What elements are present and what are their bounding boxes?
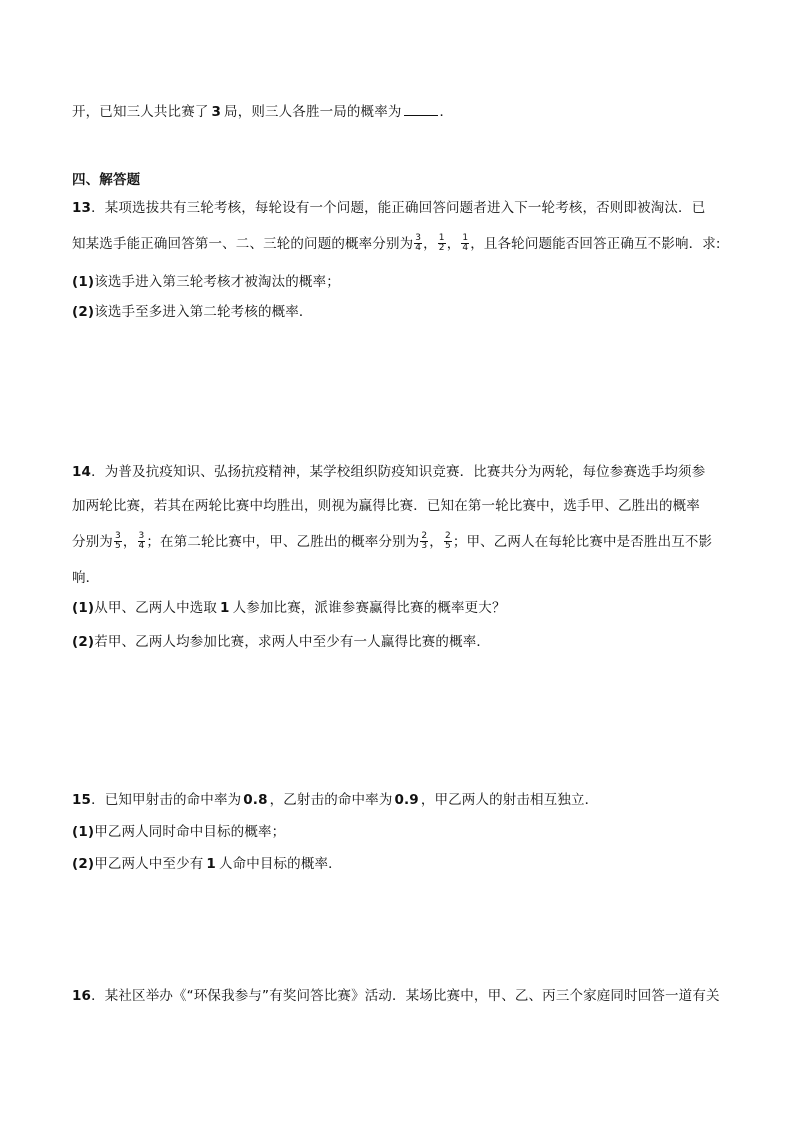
question-text: ．某项选拔共有三轮考核，每轮设有一个问题，能正确回答问题者进入下一轮考核，否则即被淘汰．已: [91, 200, 706, 216]
sub-question-tag: (2): [72, 856, 95, 872]
q12-text: 局，则三人各胜一局的概率为: [224, 104, 402, 120]
inline-number: 0.8: [243, 792, 268, 808]
fraction: $\frac{3}{5}$: [114, 530, 121, 551]
fraction: $\frac{1}{2}$: [438, 232, 445, 253]
question-text: ；在第二轮比赛中，甲、乙胜出的概率分别为: [146, 534, 420, 550]
sub-question-tag: (2): [72, 304, 95, 320]
q14-line-3: 分别为 $\frac{3}{5}$ ， $\frac{3}{4}$ ；在第二轮比赛中，甲、乙胜出的概率分别为 $\frac{2}{3}$ ， $\frac{2}{5}$ ；甲、乙两人在每轮比赛中是否胜出互不影: [72, 530, 713, 551]
question-text: 知某选手能正确回答第一、二、三轮的问题的概率分别为: [72, 236, 414, 252]
q14-sub-2: [72, 632, 732, 652]
question-text: 分别为: [72, 534, 113, 550]
inline-number: 1: [206, 856, 216, 872]
question-text: 响．: [72, 570, 100, 586]
question-text: 加两轮比赛，若其在两轮比赛中均胜出，则视为赢得比赛．已知在第一轮比赛中，选手甲、乙胜出的概率: [72, 498, 700, 514]
inline-number: 0.9: [394, 792, 419, 808]
q13-sub-2: [72, 302, 732, 322]
question-text: ，甲乙两人的射击相互独立．: [420, 792, 599, 808]
question-text: ．已知甲射击的命中率为: [91, 792, 242, 808]
sub-question-text: 该选手进入第三轮考核才被淘汰的概率；: [94, 274, 340, 290]
sub-question-tag: (1): [72, 824, 95, 840]
q13-sub-1: [72, 272, 732, 292]
sub-question-text: 该选手至多进入第二轮考核的概率．: [94, 304, 313, 320]
fraction: $\frac{2}{3}$: [421, 530, 428, 551]
inline-number: 1: [220, 600, 230, 616]
sub-question-tag: (1): [72, 600, 95, 616]
question-text: ，乙射击的命中率为: [269, 792, 393, 808]
answer-blank: [404, 102, 438, 116]
fraction: $\frac{3}{4}$: [415, 232, 422, 253]
sub-question-text: 甲乙两人中至少有: [94, 856, 204, 872]
q14-line-2: [72, 496, 732, 516]
fraction: $\frac{1}{4}$: [462, 232, 469, 253]
sub-question-text: 人命中目标的概率．: [218, 856, 342, 872]
sub-question-text: 人参加比赛，派谁参赛赢得比赛的概率更大？: [232, 600, 506, 616]
question-text: ，且各轮问题能否回答正确互不影响．求:: [470, 236, 721, 252]
fraction: $\frac{2}{5}$: [444, 530, 451, 551]
question-number: 13: [72, 200, 92, 216]
q14-line-1: [72, 462, 732, 482]
q15-line-1: [72, 790, 732, 810]
q14-sub-1: [72, 598, 732, 618]
q14-line-4: [72, 568, 732, 588]
question-text: ．为普及抗疫知识、弘扬抗疫精神，某学校组织防疫知识竞赛．比赛共分为两轮，每位参赛选手均须参: [91, 464, 706, 480]
q16-line-1: [72, 986, 732, 1006]
sub-question-text: 甲乙两人同时命中目标的概率；: [94, 824, 286, 840]
question-text: ；甲、乙两人在每轮比赛中是否胜出互不影: [452, 534, 713, 550]
sub-question-tag: (1): [72, 274, 95, 290]
question-number: 14: [72, 464, 92, 480]
q12-number: 3: [211, 104, 222, 120]
question-number: 16: [72, 988, 92, 1004]
section-title: 四、解答题: [72, 172, 141, 188]
question-text: ．某社区举办《“环保我参与”有奖问答比赛》活动．某场比赛中，甲、乙、丙三个家庭同时回答一道有关: [91, 988, 720, 1004]
q13-line-2: 知某选手能正确回答第一、二、三轮的问题的概率分别为 $\frac{3}{4}$ ， $\frac{1}{2}$ ， $\frac{1}{4}$ ，且各轮问题能否回答正确互不影响．求:: [72, 232, 721, 253]
q15-sub-2: [72, 854, 732, 874]
q12-tail-line: [72, 102, 732, 122]
q12-text: 开，已知三人共比赛了: [72, 104, 209, 120]
sub-question-tag: (2): [72, 634, 95, 650]
fraction: $\frac{3}{4}$: [138, 530, 145, 551]
sub-question-text: 若甲、乙两人均参加比赛，求两人中至少有一人赢得比赛的概率．: [94, 634, 491, 650]
q13-line-1: [72, 198, 732, 218]
question-number: 15: [72, 792, 92, 808]
q12-text: ．: [439, 104, 454, 120]
q15-sub-1: [72, 822, 732, 842]
sub-question-text: 从甲、乙两人中选取: [94, 600, 218, 616]
